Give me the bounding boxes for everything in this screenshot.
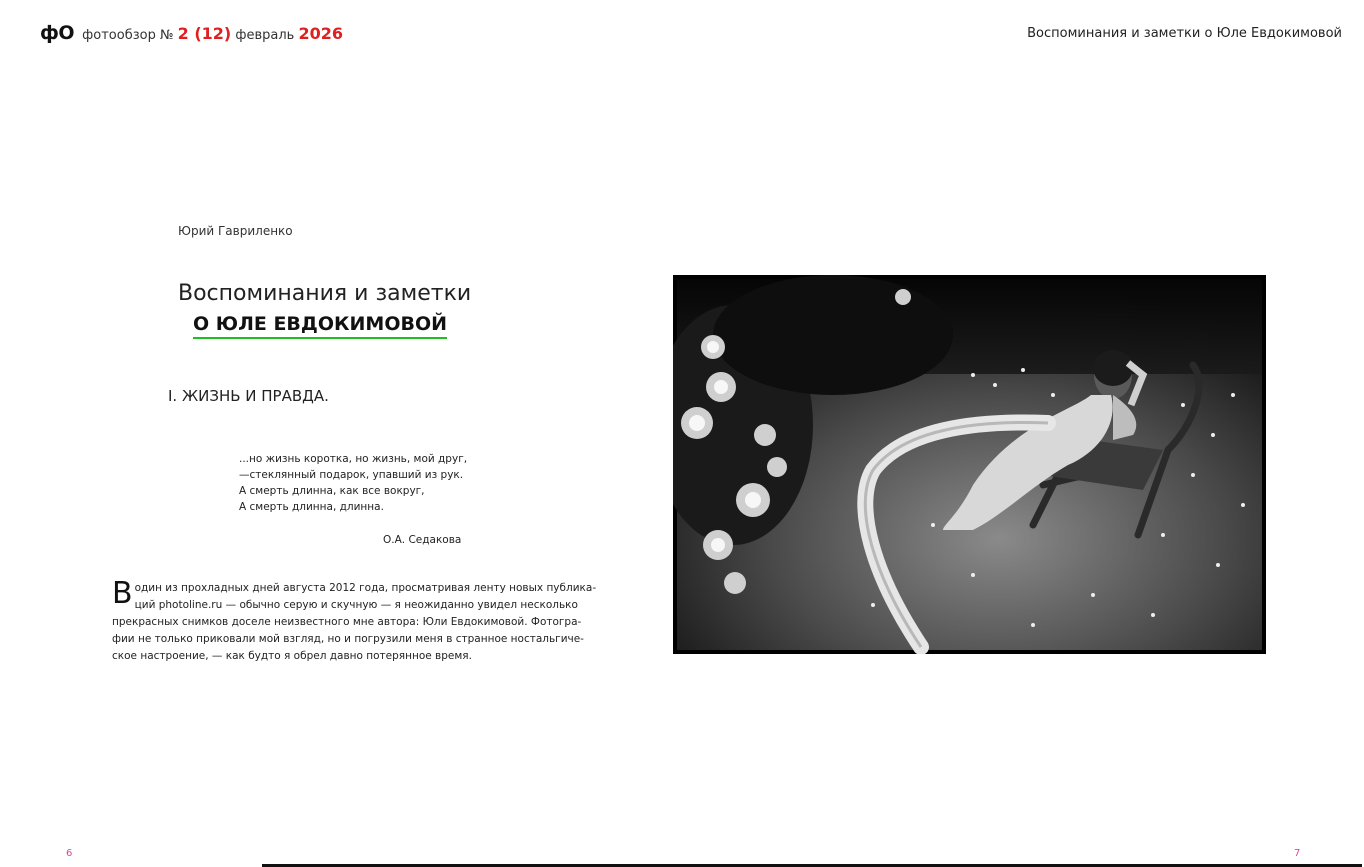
- magazine-name: фотообзор №: [82, 28, 174, 43]
- body-line: ское настроение, — как будто я обрел давно потерянное время.: [112, 650, 472, 662]
- issue-month: февраль: [235, 28, 295, 43]
- epigraph-author: О.А. Седакова: [383, 534, 462, 546]
- running-title: Воспоминания и заметки о Юле Евдокимовой: [1027, 26, 1342, 41]
- body-paragraph: [112, 576, 597, 665]
- body-line: ций photoline.ru — обычно серую и скучную — я неожиданно увидел несколько: [134, 599, 578, 611]
- magazine-logo: фО: [40, 22, 75, 44]
- body-line: один из прохладных дней августа 2012 года, просматривая ленту новых публика-: [134, 582, 597, 594]
- drop-cap: В: [112, 576, 133, 611]
- page-number-right: 7: [1294, 848, 1301, 859]
- article-title-line1: Воспоминания и заметки: [178, 281, 472, 306]
- epigraph-line: —стеклянный подарок, упавший из рук.: [239, 469, 464, 481]
- body-line: прекрасных снимков доселе неизвестного мне автора: Юли Евдокимовой. Фотогра-: [112, 616, 582, 628]
- epigraph: [239, 451, 467, 515]
- article-author: Юрий Гавриленко: [178, 224, 293, 238]
- photo-woman-in-garden: [673, 275, 1266, 654]
- section-heading: I. ЖИЗНЬ И ПРАВДА.: [168, 387, 329, 405]
- issue-year: 2026: [298, 24, 344, 43]
- article-photo: [673, 275, 1266, 654]
- article-title-line2: О ЮЛЕ ЕВДОКИМОВОЙ: [193, 313, 447, 339]
- body-line: фии не только приковали мой взгляд, но и погрузили меня в странное ностальгиче-: [112, 633, 584, 645]
- page-number-left: 6: [66, 848, 73, 859]
- issue-number: 2 (12): [177, 24, 232, 43]
- epigraph-line: А смерть длинна, как все вокруг,: [239, 485, 425, 497]
- epigraph-line: А смерть длинна, длинна.: [239, 501, 384, 513]
- magazine-header: [40, 22, 343, 44]
- epigraph-line: ...но жизнь коротка, но жизнь, мой друг,: [239, 453, 468, 465]
